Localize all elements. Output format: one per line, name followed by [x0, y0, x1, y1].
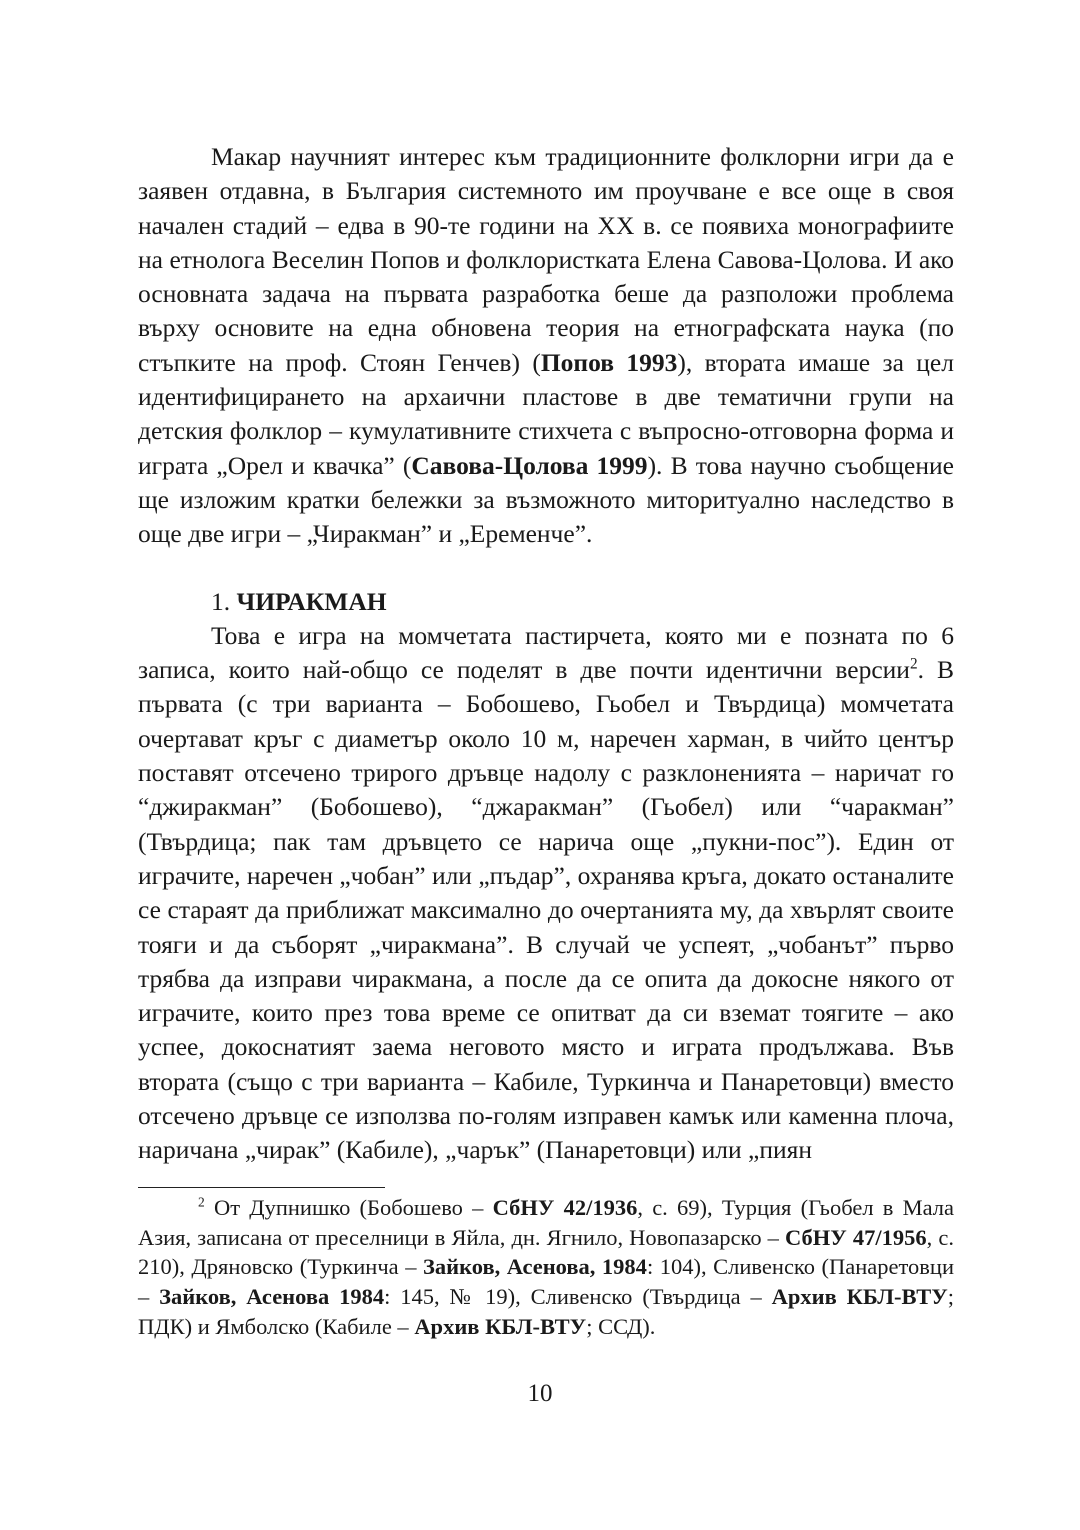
footnote-ref[interactable]: 2	[909, 655, 918, 673]
text-run: Макар научният интерес към традиционните фолклорни игри да е заявен отдавна, в България системното им проучване е все още в своя начален стадий – едва в 90-те години на XX в. се появиха монографиите на етнолога Веселин Попов и фолклористката Елена Савова-Цолова. И ако основната задача на първата разработка беше да разположи проблема върху основите на една обновена теория на етнографската наука (по стъпките на проф. Стоян Генчев) (	[138, 142, 954, 377]
source-ref: Зайков, Асенова 1984	[159, 1284, 385, 1310]
source-ref: Архив КБЛ-ВТУ	[414, 1313, 587, 1339]
text-run: : 104), Сливенско (Панаретовци –	[138, 1254, 954, 1310]
text-run: , с. 69), Турция (Гьобел в Мала Азия, записана от преселници в Яйла, дн. Ягнило, Новопазарско –	[138, 1195, 954, 1250]
text-run: ; ССД).	[586, 1313, 656, 1339]
section-heading	[138, 585, 954, 619]
paragraph-intro	[138, 140, 954, 552]
text-run: ). В това научно съобщение ще изложим кратки бележки за възможното миторитуално наследство в още две игри – „Чиракман” и „Еременче”.	[138, 450, 954, 549]
paragraph-chirakman	[138, 619, 954, 1168]
text-run: Това е игра на момчетата пастирчета, която ми е позната по 6 записа, които най-общо се поделят в две почти идентични версии	[138, 620, 954, 685]
citation-popov: Попов 1993	[540, 347, 678, 377]
footnote-2	[138, 1193, 954, 1342]
source-ref: Архив КБЛ-ВТУ	[771, 1284, 948, 1310]
main-text	[138, 140, 954, 1168]
source-ref: СбНУ 47/1956	[785, 1224, 927, 1250]
section-number: 1.	[211, 586, 231, 616]
citation-savova: Савова-Цолова 1999	[411, 450, 648, 480]
text-run: , с. 210), Дряновско (Туркинча –	[138, 1224, 954, 1280]
page-number: 10	[527, 1380, 553, 1407]
footnotes	[138, 1193, 954, 1342]
source-ref: Зайков, Асенова, 1984	[423, 1254, 647, 1280]
footnote-marker: 2	[198, 1194, 205, 1210]
source-ref: СбНУ 42/1936	[492, 1195, 638, 1220]
text-run: ), втората имаше за цел идентифицирането на архаични пластове в две тематични групи на детския фолклор – кумулативните стихчета с въпросно-отговорна форма и играта „Орел и квачка” (	[138, 347, 954, 480]
text-run: ; ПДК) и Ямболско (Кабиле –	[138, 1284, 955, 1339]
footnote-divider	[138, 1187, 385, 1188]
text-run: От Дупнишко (Бобошево –	[204, 1195, 493, 1220]
text-run: . В първата (с три варианта – Бобошево, Гьобел и Твърдица) момчетата очертават кръг с диаметър около 10 м, наречен харман, в чийто център поставят отсечено трирого дръвце надолу с разклоненията – наричат го “джиракман” (Бобошево), “джаракман” (Гьобел) или “чаракман” (Твърдица; пак там дръвцето се нарича още „пукни-пос”). Един от играчите, наречен „чобан” или „пъдар”, охранява кръга, докато останалите се стараят да приближат максимално до очертанията му, да хвърлят своите тояги и да съборят „чиракмана”. В случай че успеят, „чобанът” първо трябва да изправи чиракмана, а после да се опита да докосне някого от играчите, които през това време се опитват да си вземат тоягите – ако успее, докоснатият заема неговото място и играта продължава. Във втората (също с три варианта – Кабиле, Туркинча и Панаретовци) вместо отсечено дръвце се използва по-голям изправен камък или каменна плоча, наричана „чирак” (Кабиле), „чарък” (Панаретовци) или „пиян	[138, 655, 954, 1165]
section-title: ЧИРАКМАН	[236, 586, 387, 616]
text-run: : 145, № 19), Сливенско (Твърдица –	[384, 1284, 772, 1310]
